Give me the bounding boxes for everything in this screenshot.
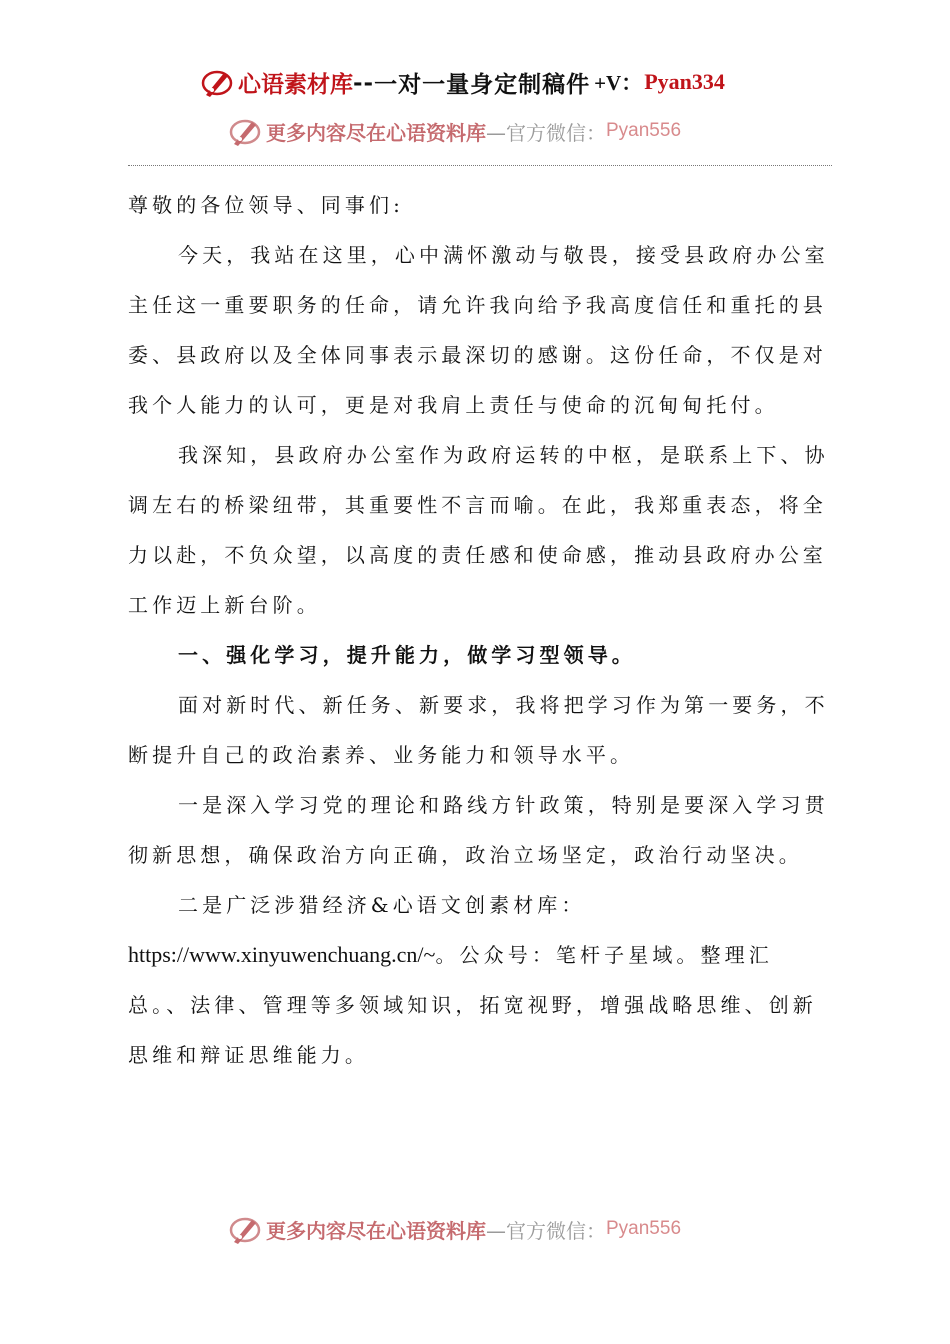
footer-dash: —官方微信： bbox=[486, 1218, 606, 1243]
subheader-watermark bbox=[228, 114, 681, 148]
pen-logo-icon bbox=[200, 65, 234, 99]
footer-watermark bbox=[228, 1212, 681, 1246]
section-heading-1: 一、强化学习，提升能力，做学习型领导。 bbox=[178, 643, 636, 667]
footer-wechat: Pyan556 bbox=[606, 1218, 682, 1239]
watermark-dash: —官方微信： bbox=[486, 120, 606, 145]
header-dashes: -- bbox=[353, 68, 375, 96]
header-contact-prefix: +V： bbox=[594, 71, 643, 95]
header-slogan: 一对一量身定制稿件 bbox=[374, 70, 591, 98]
footer-text: 更多内容尽在心语资料库 bbox=[266, 1218, 486, 1243]
greeting: 尊敬的各位领导、同事们: bbox=[128, 193, 404, 217]
pen-logo-icon bbox=[228, 1212, 262, 1246]
paragraph-6-text: 。公众号：笔杆子星域。整理汇总。、法律、管理等多领域知识，拓宽视野，增强战略思维、创新思维和辩证思维能力。 bbox=[128, 943, 817, 1067]
document-body bbox=[128, 180, 834, 1080]
brand-name: 心语素材库 bbox=[238, 71, 353, 98]
watermark-wechat: Pyan556 bbox=[606, 120, 682, 141]
header-divider bbox=[128, 165, 832, 166]
paragraph-1: 今天，我站在这里，心中满怀激动与敬畏，接受县政府办公室主任这一重要职务的任命，请允许我向给予我高度信任和重托的县委、县政府以及全体同事表示最深切的感谢。这份任命，不仅是对我个人能力的认可，更是对我肩上责任与使命的沉甸甸托付。 bbox=[128, 243, 829, 417]
paragraph-6 bbox=[128, 930, 834, 1080]
paragraph-3: 面对新时代、新任务、新要求，我将把学习作为第一要务，不断提升自己的政治素养、业务能力和领导水平。 bbox=[128, 693, 829, 767]
website-url[interactable]: https://www.xinyuwenchuang.cn/~ bbox=[128, 942, 436, 967]
paragraph-5: 二是广泛涉猎经济&心语文创素材库： bbox=[178, 893, 586, 917]
paragraph-4: 一是深入学习党的理论和路线方针政策，特别是要深入学习贯彻新思想，确保政治方向正确，政治立场坚定，政治行动坚决。 bbox=[128, 793, 829, 867]
header-line bbox=[200, 62, 725, 102]
paragraph-2: 我深知，县政府办公室作为政府运转的中枢，是联系上下、协调左右的桥梁纽带，其重要性不言而喻。在此，我郑重表态，将全力以赴，不负众望，以高度的责任感和使命感，推动县政府办公室工作迈上新台阶。 bbox=[128, 443, 829, 617]
watermark-text: 更多内容尽在心语资料库 bbox=[266, 120, 486, 145]
header-contact-id: Pyan334 bbox=[644, 69, 725, 94]
pen-logo-icon bbox=[228, 114, 262, 148]
